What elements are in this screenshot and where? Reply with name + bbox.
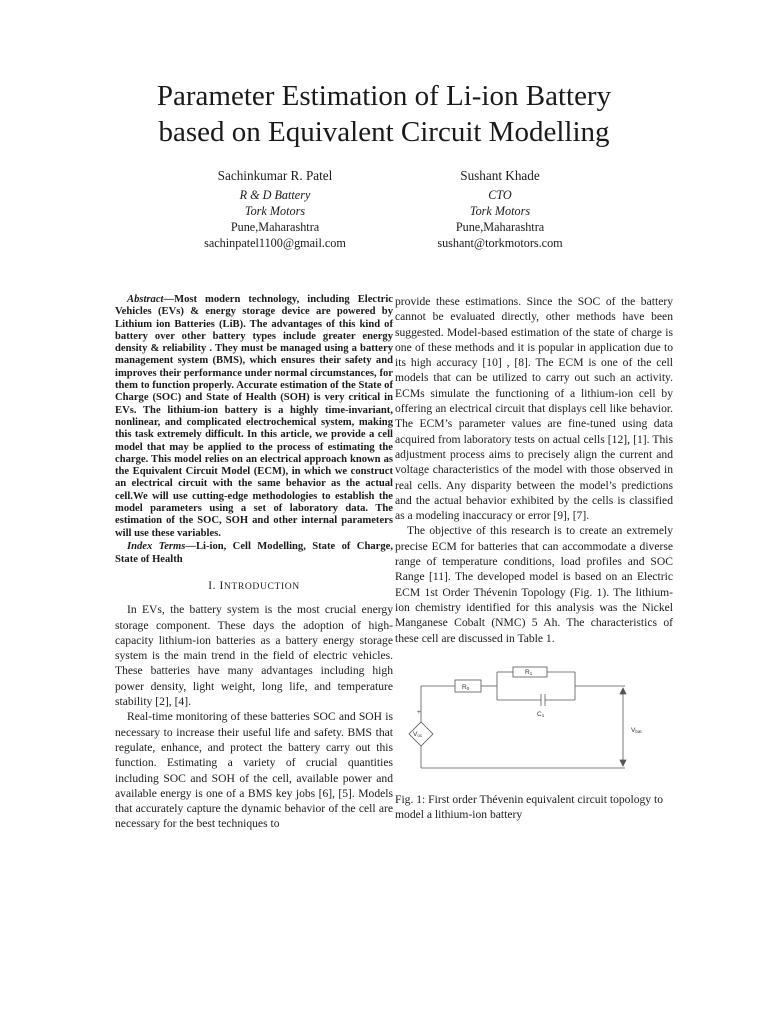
section-heading-introduction <box>115 579 393 594</box>
circuit-diagram <box>395 664 673 782</box>
left-column <box>115 294 393 832</box>
intro-paragraph-2: Real-time monitoring of these batteries SOC and SOH is necessary to increase their useful life and safety. BMS that regulate, enhance, and protect the battery carry out this function. Estimating a variety of crucial quantities including SOC and SOH of the cell, available power and available energy is one of a BMS key jobs [6], [5]. Models that accurately capture the dynamic behavior of the cell are necessary for the best techniques to <box>115 710 393 831</box>
figure-1-circuit <box>395 664 673 782</box>
title-line-2: based on Equivalent Circuit Modelling <box>158 116 610 148</box>
label-voc: Voc <box>413 730 423 738</box>
author-role: CTO <box>488 188 512 202</box>
paper-title <box>60 78 708 150</box>
abstract <box>115 294 393 540</box>
author-org: Tork Motors <box>469 204 531 218</box>
author-location: Pune,Maharashtra <box>230 220 320 234</box>
right-column <box>395 294 673 822</box>
label-c1: C1 <box>537 710 545 718</box>
author-role: R & D Battery <box>239 188 311 202</box>
abstract-label: Abstract <box>127 294 164 305</box>
abstract-text: —Most modern technology, including Electric Vehicles (EVs) & energy storage device are powered by Lithium ion Batteries (LiB). The advantages of this kind of battery over other battery types include greater energy density & reliability . They must be managed using a battery management system (BMS), which ensures their safety and improves their performance under normal circumstances, for them to function properly. Accurate estimation of the State of Charge (SOC) and State of Health (SOH) is very critical in EVs. The lithium-ion battery is a highly time-invariant, nonlinear, and complicated electrochemical system, making this task extremely difficult. In this article, we provide a cell model that may be applied to the process of estimating the charge. This model relies on an electrical approach known as the Equivalent Circuit Model (ECM), in which we construct an electrical circuit with the same behavior as the actual cell.We will use cutting-edge methodologies to establish the model parameters using a set of laboratory data. The estimation of the SOC, SOH and other internal parameters will use these variables. <box>115 294 393 539</box>
section-numeral: I. <box>208 579 217 592</box>
label-r0: R0 <box>462 683 470 691</box>
section-rest: NTRODUCTION <box>223 580 300 592</box>
intro-paragraph-1: In EVs, the battery system is the most crucial energy storage component. These days the adoption of high-capacity lithium-ion batteries as a battery energy storage system is the main trend in the field of electric vehicles. These batteries have many advantages including high power density, light weight, long life, and temperature stability [2], [4]. <box>115 603 393 709</box>
label-vbat: Vbat <box>631 726 642 734</box>
index-terms-label: Index Terms <box>127 540 186 552</box>
intro-paragraph-3: provide these estimations. Since the SOC of the battery cannot be evaluated directly, other methods have been suggested. Model-based estimation of the state of charge is one of these methods and it is popular in application due to its high accuracy [10] , [8]. The ECM is one of the cell models that can be utilized to carry out such an activity. ECMs simulate the functioning of a lithium-ion cell by offering an electrical circuit that displays cell like behavior. The ECM’s parameter values are fine-tuned using data acquired from laboratory tests on actual cells [12], [1]. This adjustment process aims to precisely align the current and voltage characteristics of the model with those observed in real cells. Any disparity between the model’s predictions and the actual behavior exhibited by the cells is classified as a modeling inaccuracy or error [9], [7]. <box>395 295 673 523</box>
index-terms-text: —Li-ion, Cell Modelling, State of Charge, State of Health <box>115 540 393 566</box>
intro-paragraph-4: The objective of this research is to create an extremely precise ECM for batteries that can accommodate a diverse range of temperature conditions, load profiles and SOC Range [11]. The developed model is based on an Electric ECM 1st Order Thévenin Topology (Fig. 1). The lithium-ion chemistry identified for this analysis was the Nickel Manganese Cobalt (NMC) 5 Ah. The characteristics of these cell are discussed in Table 1. <box>395 524 673 645</box>
author-block-1 <box>155 168 395 251</box>
author-email[interactable]: sushant@torkmotors.com <box>437 236 563 250</box>
author-org: Tork Motors <box>244 204 306 218</box>
title-line-1: Parameter Estimation of Li-ion Battery <box>156 80 612 112</box>
section-initial: I <box>219 579 224 592</box>
author-name: Sachinkumar R. Patel <box>217 168 333 183</box>
index-terms <box>115 540 393 567</box>
author-email[interactable]: sachinpatel1100@gmail.com <box>204 236 346 250</box>
figure-1-caption: Fig. 1: First order Thévenin equivalent circuit topology to model a lithium-ion battery <box>395 792 664 822</box>
author-name: Sushant Khade <box>460 168 540 183</box>
author-location: Pune,Maharashtra <box>455 220 545 234</box>
author-block-2 <box>380 168 620 251</box>
label-plus: + <box>417 708 421 716</box>
label-r1: R1 <box>525 668 533 676</box>
